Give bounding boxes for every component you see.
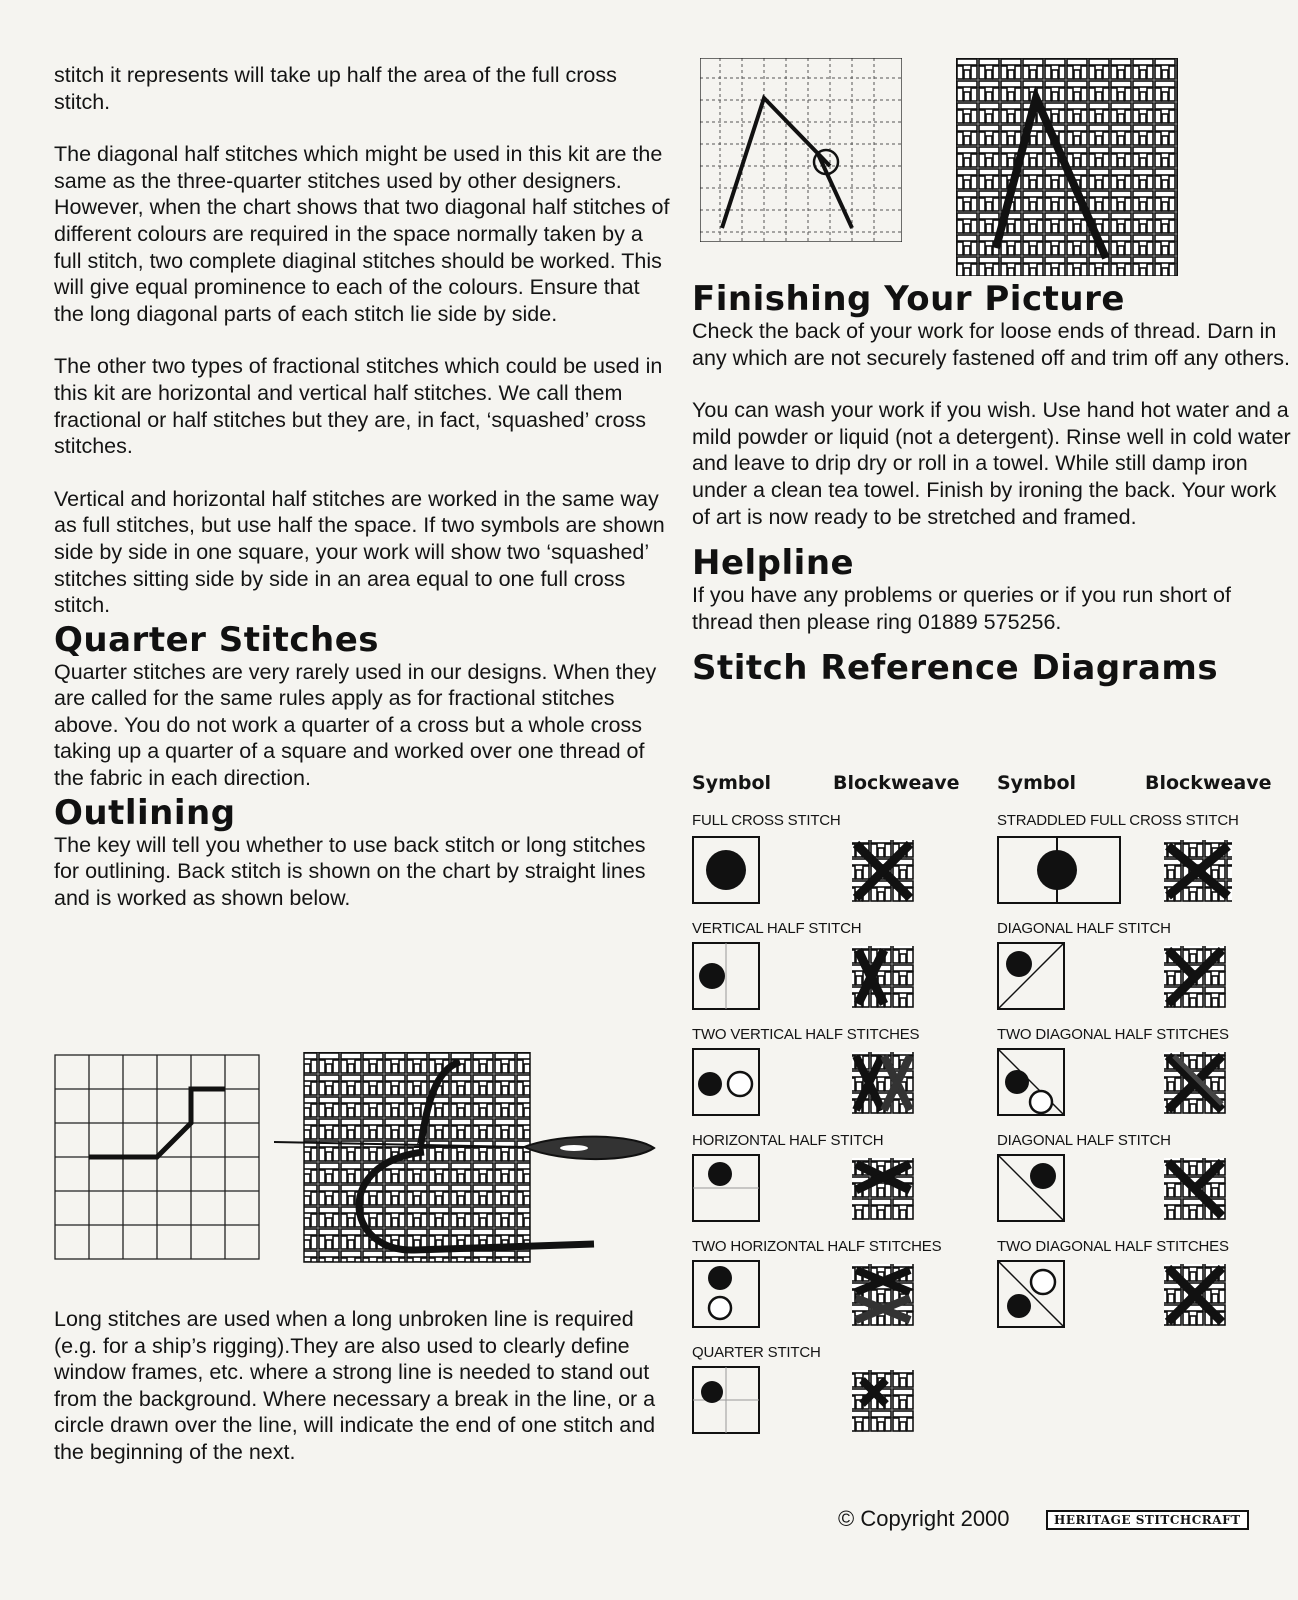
col-blockweave-2: Blockweave bbox=[1145, 772, 1272, 794]
heritage-logo: HERITAGE STITCHCRAFT bbox=[1046, 1510, 1249, 1530]
right-paragraph-3: If you have any problems or queries or if you run short of thread then please ring 01889 575256. bbox=[692, 583, 1231, 634]
long-stitch-weave-diagram bbox=[956, 58, 1178, 276]
horizontal-half-symbol bbox=[692, 1154, 762, 1224]
full-cross-weave bbox=[848, 836, 918, 906]
two-diagonal-half-2-symbol bbox=[997, 1260, 1067, 1330]
two-horizontal-half-symbol bbox=[692, 1260, 762, 1330]
caption-vertical-half: VERTICAL HALF STITCH bbox=[692, 920, 862, 937]
left-paragraph-4: Vertical and horizontal half stitches are worked in the same way as full stitches, but use half the space. If two symbols are shown side by side in one square, your work will show two ‘squashed’ stitches sitting side by side in an area equal to one full cross stitch. bbox=[54, 486, 665, 618]
left-paragraph-1: stitch it represents will take up half the area of the full cross stitch. bbox=[54, 63, 617, 114]
two-diagonal-half-1-weave bbox=[1160, 1048, 1230, 1118]
outlining-heading: Outlining bbox=[54, 792, 236, 833]
two-vertical-half-weave bbox=[848, 1048, 918, 1118]
diagonal-half-1-weave bbox=[1160, 942, 1230, 1012]
left-column bbox=[54, 62, 674, 911]
quarter-symbol bbox=[692, 1366, 762, 1436]
caption-diagonal-half-2: DIAGONAL HALF STITCH bbox=[997, 1132, 1171, 1149]
caption-quarter: QUARTER STITCH bbox=[692, 1344, 821, 1361]
caption-two-vertical-half: TWO VERTICAL HALF STITCHES bbox=[692, 1026, 920, 1043]
right-paragraph-2: You can wash your work if you wish. Use hand hot water and a mild powder or liquid (not a detergent). Rinse well in cold water and leave to drip dry or roll in a towel. While still damp iron under a clean tea towel. Finish by ironing the back. Your work of art is now ready to be stretched and framed. bbox=[692, 398, 1291, 529]
helpline-heading: Helpline bbox=[692, 543, 855, 584]
caption-two-diagonal-half-1: TWO DIAGONAL HALF STITCHES bbox=[997, 1026, 1229, 1043]
caption-horizontal-half: HORIZONTAL HALF STITCH bbox=[692, 1132, 884, 1149]
vertical-half-weave bbox=[848, 942, 918, 1012]
backstitch-chart-diagram bbox=[54, 1054, 260, 1260]
quarter-weave bbox=[848, 1366, 918, 1436]
diagonal-half-2-symbol bbox=[997, 1154, 1067, 1224]
two-vertical-half-symbol bbox=[692, 1048, 762, 1118]
caption-diagonal-half-1: DIAGONAL HALF STITCH bbox=[997, 920, 1171, 937]
vertical-half-symbol bbox=[692, 942, 762, 1012]
caption-two-diagonal-half-2: TWO DIAGONAL HALF STITCHES bbox=[997, 1238, 1229, 1255]
left-paragraph-5: Quarter stitches are very rarely used in our designs. When they are called for the same rules apply as for fractional stitches above. You do not work a quarter of a cross but a whole cross taking up a quarter of a square and worked over one thread of the fabric in each direction. bbox=[54, 659, 657, 791]
right-column bbox=[692, 280, 1292, 687]
left-paragraph-7: Long stitches are used when a long unbroken line is required (e.g. for a ship’s rigging).They are also used to clearly define window frames, etc. where a strong line is needed to stand out from the background. Where necessary a break in the line, or a circle drawn over the line, will indicate the end of one stitch and the beginning of the next. bbox=[54, 1307, 656, 1464]
two-diagonal-half-1-symbol bbox=[997, 1048, 1067, 1118]
left-paragraph-2: The diagonal half stitches which might be used in this kit are the same as the three-quarter stitches used by other designers. However, when the chart shows that two diagonal half stitches of different colours are required in the space normally taken by a full stitch, two complete diaginal stitches should be worked. This will give equal prominence to each of the colours. Ensure that the long diagonal parts of each stitch lie side by side. bbox=[54, 142, 670, 326]
caption-two-horizontal-half: TWO HORIZONTAL HALF STITCHES bbox=[692, 1238, 942, 1255]
caption-straddled-full-cross: STRADDLED FULL CROSS STITCH bbox=[997, 812, 1239, 829]
right-paragraph-1: Check the back of your work for loose ends of thread. Darn in any which are not securely fastened off and trim off any others. bbox=[692, 319, 1290, 370]
reference-heading: Stitch Reference Diagrams bbox=[692, 648, 1219, 689]
finishing-heading: Finishing Your Picture bbox=[692, 279, 1125, 319]
two-diagonal-half-2-weave bbox=[1160, 1260, 1230, 1330]
full-cross-symbol bbox=[692, 836, 762, 906]
diagonal-half-2-weave bbox=[1160, 1154, 1230, 1224]
copyright-text: © Copyright 2000 bbox=[838, 1506, 1010, 1531]
quarter-stitches-heading: Quarter Stitches bbox=[54, 619, 380, 660]
two-horizontal-half-weave bbox=[848, 1260, 918, 1330]
col-symbol-1: Symbol bbox=[692, 772, 772, 794]
backstitch-weave-diagram bbox=[274, 1052, 664, 1264]
col-symbol-2: Symbol bbox=[997, 772, 1077, 794]
left-paragraph-6: The key will tell you whether to use back stitch or long stitches for outlining. Back stitch is shown on the chart by straight lines and is worked as shown below. bbox=[54, 832, 646, 910]
straddled-full-cross-symbol bbox=[997, 836, 1121, 906]
straddled-full-cross-weave bbox=[1160, 836, 1236, 906]
long-stitch-chart-diagram bbox=[700, 58, 902, 242]
caption-full-cross: FULL CROSS STITCH bbox=[692, 812, 841, 829]
diagonal-half-1-symbol bbox=[997, 942, 1067, 1012]
horizontal-half-weave bbox=[848, 1154, 918, 1224]
col-blockweave-1: Blockweave bbox=[833, 772, 960, 794]
left-paragraph-3: The other two types of fractional stitches which could be used in this kit are horizontal and vertical half stitches. We call them fractional or half stitches but they are, in fact, ‘squashed’ cross stitches. bbox=[54, 354, 663, 459]
